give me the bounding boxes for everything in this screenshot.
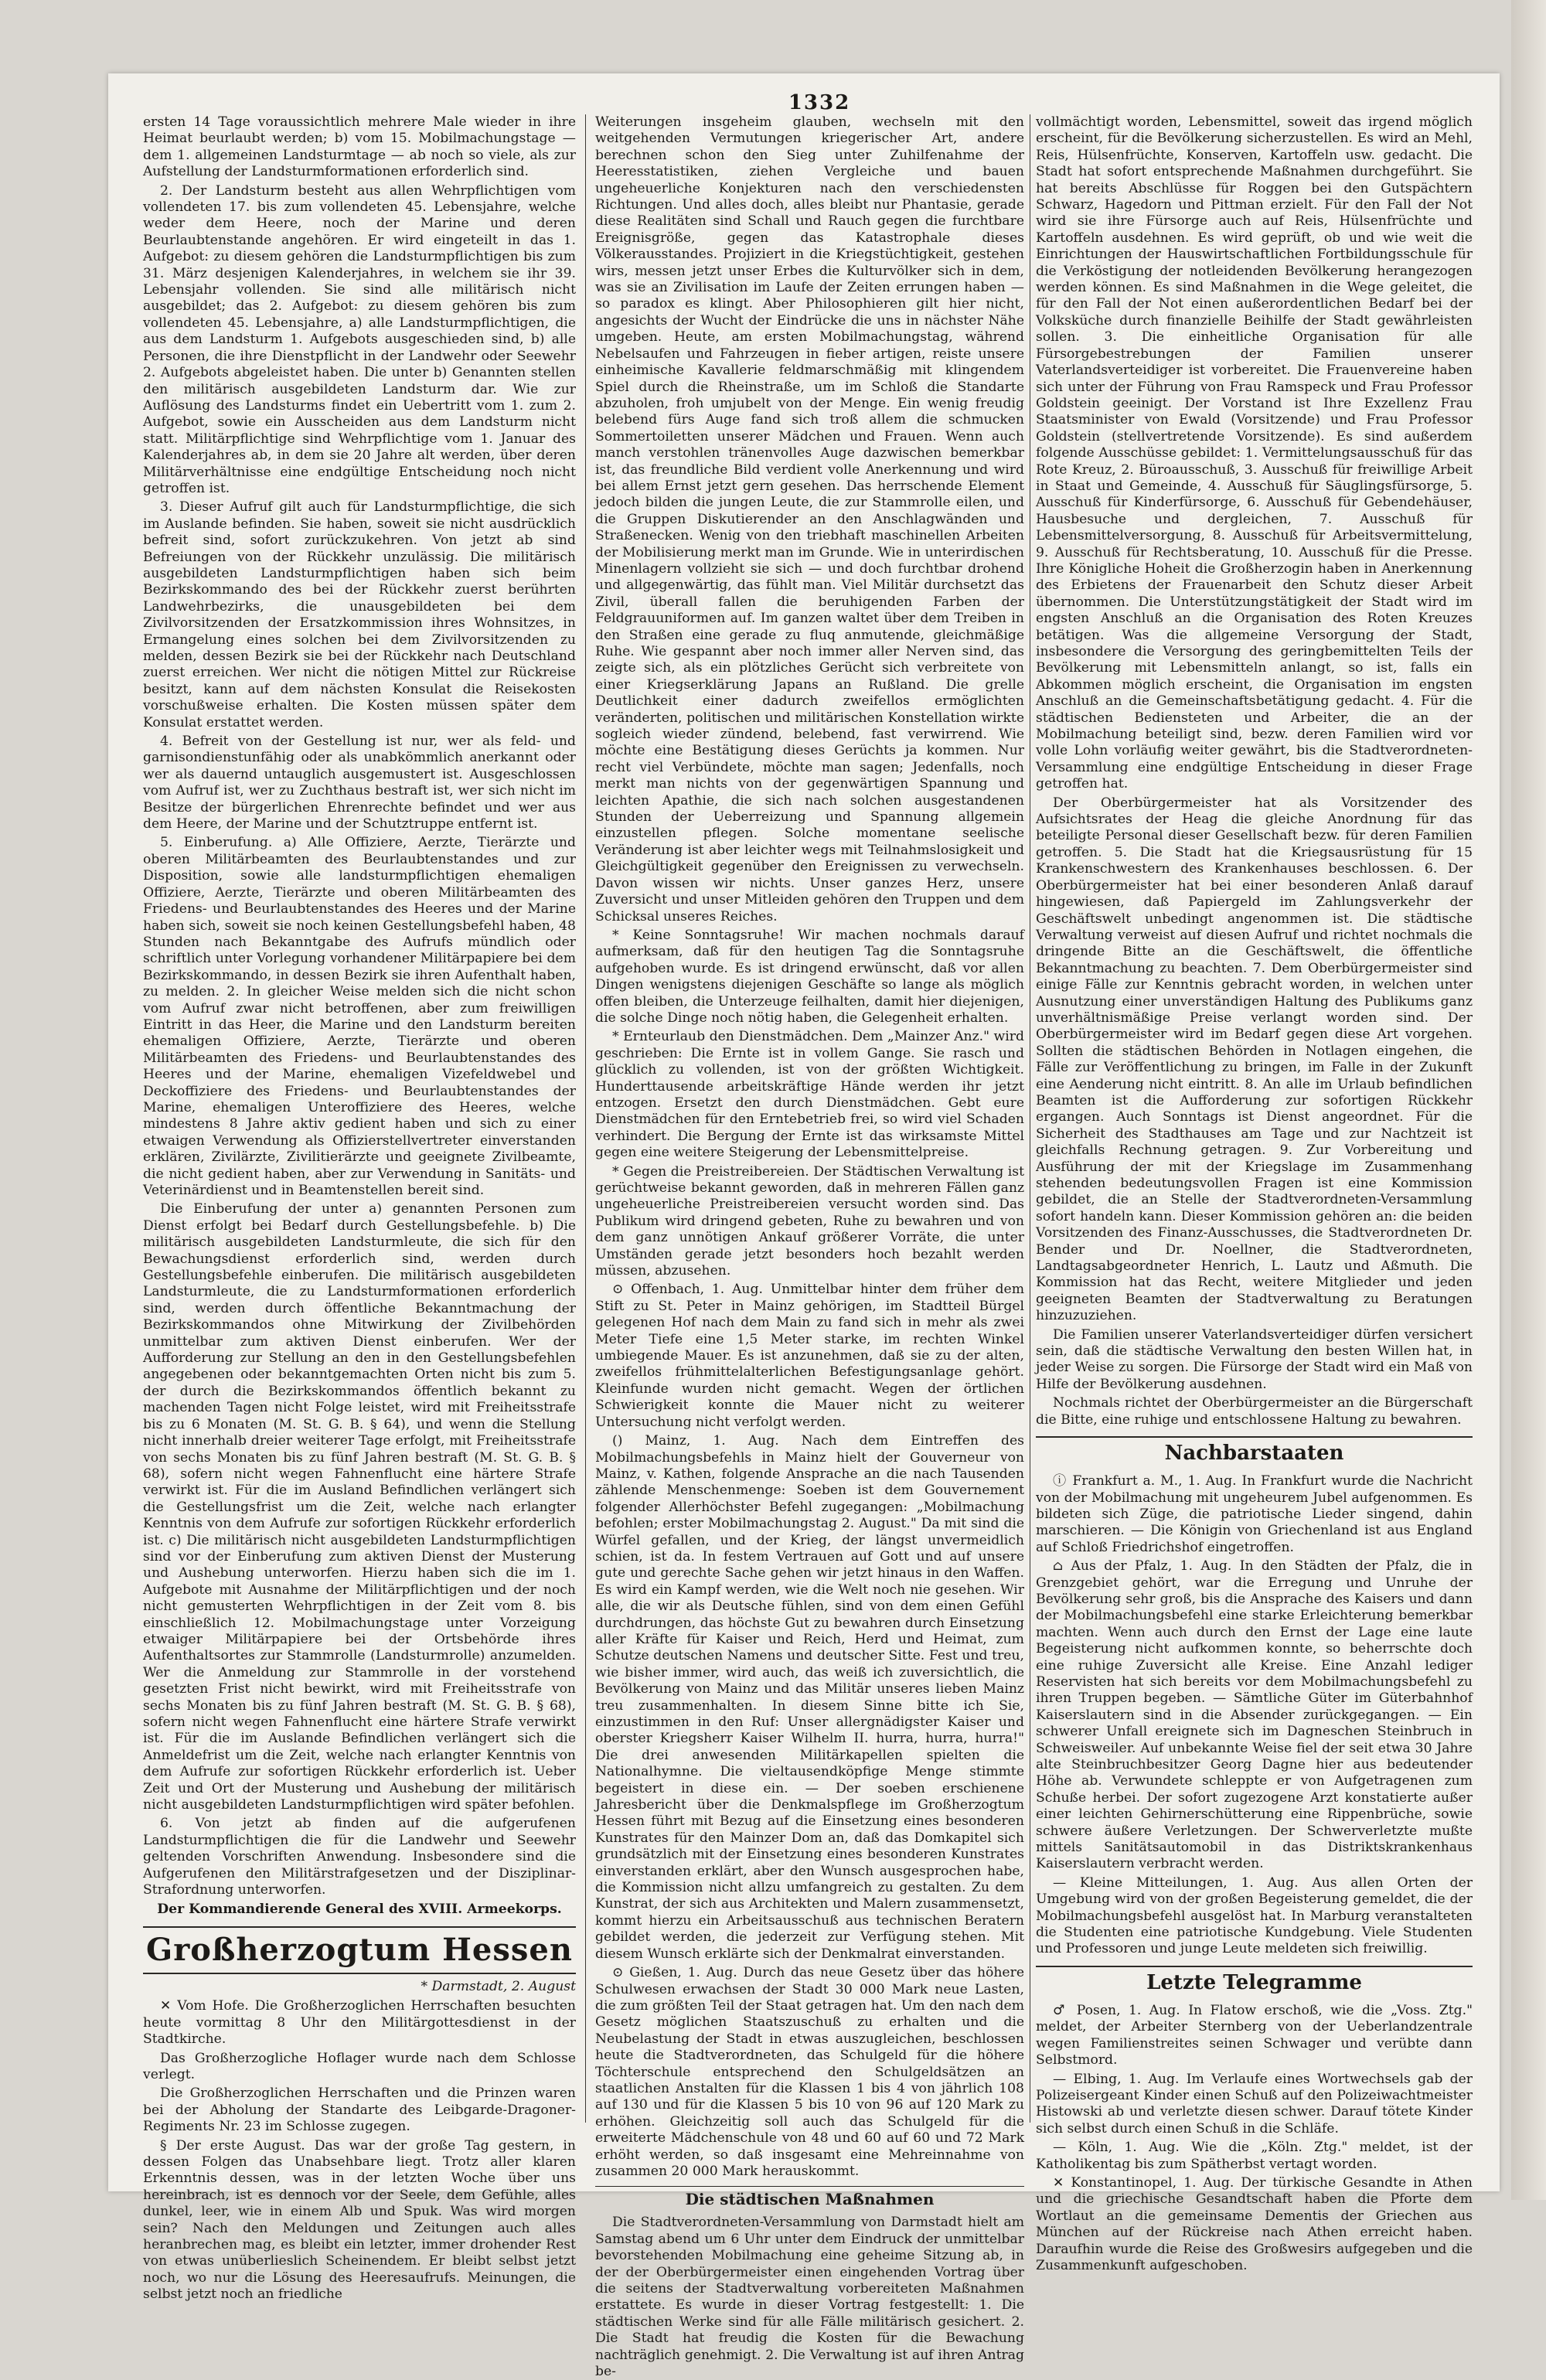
article-paragraph: ⌂ Aus der Pfalz, 1. Aug. In den Städten der Pfalz, die in Grenzgebiet gehört, war die Erregung und Unruhe der Bevölkerung sehr groß, bis die Ansprache des Kaisers und dann der Mobilmachungsbefehl eine starke Erleichterung bemerkbar machten. Wenn auch durch den Ernst der Lage eine laute Begeisterung nicht aufkommen konnte, so beherrschte doch eine ruhige Zuversicht alle Kreise. Eine Anzahl lediger Reservisten hat sich bereits vor dem Mobilmachungsbefehl zu ihren Truppen begeben. — Sämtliche Güter im Güterbahnhof Kaiserslautern sind in die Absender zurückgegangen. — Ein schwerer Unfall ereignete sich im Dagneschen Steinbruch in Schweisweiler. Auf unbekannte Weise fiel der seit etwa 30 Jahre alte Steinbruchbesitzer Georg Dagne hier aus bedeutender Höhe ab. Verwundete schleppte er von Aufgetragenen zum Schuße herbei. Der sofort zugezogene Arzt konstatierte außer einer leichten Gehirnerschütterung eine Rippenbrüche, sowie schwere äußere Verletzungen. Der Schwerverletzte mußte mittels Sanitätsautomobil in das Distriktskrankenhaus Kaiserslautern verbracht werden. [1036, 1558, 1473, 1872]
article-paragraph: ersten 14 Tage voraussichtlich mehrere Male wieder in ihre Heimat beurlaubt werden; b) vom 15. Mobilmachungstage — dem 1. allgemeinen Landsturmtage — ab noch so viele, als zur Aufstellung der Landsturmformationen erforderlich sind. [143, 114, 576, 180]
article-paragraph: ⊙ Gießen, 1. Aug. Durch das neue Gesetz über das höhere Schulwesen erwachsen der Stadt 30 000 Mark neue Lasten, die zum größten Teil der Staat getragen hat. Um den nach dem Gesetz möglichen Staatszuschuß zu erhalten und die Neubelastung der Stadt in etwas auszugleichen, beschlossen heute die Stadtverordneten, das Schulgeld für die höhere Töchterschule entsprechend den Schulgeldsätzen an staatlichen Anstalten für die Klassen 1 bis 4 von jährlich 108 auf 130 und für die Klassen 5 bis 10 von 96 auf 120 Mark zu erhöhen. Gleichzeitig soll auch das Schulgeld für die erweiterte Mädchenschule von 48 und 60 auf 60 und 72 Mark erhöht werden, so daß insgesamt eine Mehreinnahme von zusammen 20 000 Mark herauskommt. [595, 1965, 1024, 2179]
page-edge [1511, 0, 1546, 2200]
article-paragraph: 6. Von jetzt ab finden auf die aufgerufenen Landsturmpflichtigen die für die Landwehr und Seewehr geltenden Vorschriften Anwendung. Insbesondere sind die Aufgerufenen den Militärstrafgesetzen und der Disziplinar-Strafordnung unterworfen. [143, 1816, 576, 1898]
article-paragraph: ⓘ Frankfurt a. M., 1. Aug. In Frankfurt wurde die Nachricht von der Mobilmachung mit ungeheurem Jubel aufgenommen. Es bildeten sich Züge, die patriotische Lieder singend, dahin marschieren. — Die Königin von Griechenland ist aus England auf Schloß Friedrichshof eingetroffen. [1036, 1473, 1473, 1555]
article-paragraph: Das Großherzogliche Hoflager wurde nach dem Schlosse verlegt. [143, 2050, 576, 2082]
column-3 [1036, 114, 1473, 2273]
article-paragraph: 4. Befreit von der Gestellung ist nur, wer als feld- und garnisondienstunfähig oder als unabkömmlich anerkannt oder wer als dauernd untauglich ausgemustert ist. Ausgeschlossen vom Aufruf ist, wer zu Zuchthaus bestraft ist, wer sich nicht im Besitze der bürgerlichen Ehrenrechte befindet und wer aus dem Heere, der Marine und der Schutztruppe entfernt ist. [143, 734, 576, 832]
article-paragraph: () Mainz, 1. Aug. Nach dem Eintreffen des Mobilmachungsbefehls in Mainz hielt der Gouverneur von Mainz, v. Kathen, folgende Ansprache an die nach Tausenden zählende Menschenmenge: Soeben ist dem Gouvernement folgender Allerhöchster Befehl zugegangen: „Mobilmachung befohlen; erster Mobilmachungstag 2. August." Da mit sind die Würfel gefallen, und der Krieg, der längst unvermeidlich schien, ist da. In festem Vertrauen auf Gott und auf unsere gute und gerechte Sache gehen wir jetzt hinaus in den Waffen. Es wird ein Kampf werden, wie die Welt noch nie gesehen. Wir alle, die wir als Deutsche fühlen, sind von dem einen Gefühl durchdrungen, das höchste Gut zu bewahren durch Einsetzung aller Kräfte für Kaiser und Reich, Herd und Heimat, zum Schutze deutschen Namens und deutscher Sitte. Fest und treu, wie bisher immer, wird auch, das weiß ich zuversichtlich, die Bevölkerung von Mainz und das Militär unseres lieben Mainz treu zusammenhalten. In diesem Sinne bitte ich Sie, einzustimmen in den Ruf: Unser allergnädigster Kaiser und oberster Kriegsherr Kaiser Wilhelm II. hurra, hurra, hurra!" Die drei anwesenden Militärkapellen spielten die Nationalhymne. Die vieltausendköpfige Menge stimmte begeistert in diese ein. — Der soeben erschienene Jahresbericht über die Denkmalspflege im Großherzogtum Hessen führt mit Bezug auf die Einsetzung eines besonderen Kunstrates für den Mainzer Dom an, daß das Domkapitel sich grundsätzlich mit der Einsetzung eines besonderen Kunstrates einverstanden erklärt, aber den Wunsch ausgesprochen habe, die Kommission nicht allzu umfangreich zu gestalten. Zu dem Kunstrat, der sich aus Architekten und Malern zusammensetzt, kommt hierzu ein Arbeitsausschuß aus technischen Beratern gebildet werden, die jederzeit zur Verfügung stehen. Mit diesem Wunsch erklärte sich der Denkmalrat einverstanden. [595, 1433, 1024, 1962]
column-2 [595, 114, 1024, 2380]
column-1 [143, 114, 576, 2303]
article-paragraph: ✕ Vom Hofe. Die Großherzoglichen Herrschaften besuchten heute vormittag 8 Uhr den Militärgottesdienst in der Stadtkirche. [143, 1998, 576, 2048]
article-paragraph: — Köln, 1. Aug. Wie die „Köln. Ztg." meldet, ist der Katholikentag bis zum Spätherbst vertagt worden. [1036, 2140, 1473, 2172]
article-paragraph: — Elbing, 1. Aug. Im Verlaufe eines Wortwechsels gab der Polizeisergeant Kinder einen Schuß auf den Polizeiwachtmeister Histowski ab und verletzte diesen schwer. Darauf tötete Kinder sich selbst durch einen Schuß in die Schläfe. [1036, 2071, 1473, 2137]
article-paragraph: Die Stadtverordneten-Versammlung von Darmstadt hielt am Samstag abend um 6 Uhr unter dem Eindruck der unmittelbar bevorstehenden Mobilmachung eine geheime Sitzung ab, in der der Oberbürgermeister einen eingehenden Vortrag über die seitens der Stadtverwaltung vorbereiteten Maßnahmen erstattete. Es wurde in dieser Vortrag festgestellt: 1. Die städtischen Werke sind für alle Fälle militärisch gesichert. 2. Die Stadt hat freudig die Kosten für die Bewachung nachträglich genehmigt. 2. Die Verwaltung ist auf ihren Antrag be- [595, 2215, 1024, 2380]
article-paragraph: Nochmals richtet der Oberbürgermeister an die Bürgerschaft die Bitte, eine ruhige und entschlossene Haltung zu bewahren. [1036, 1395, 1473, 1428]
article-paragraph: — Kleine Mitteilungen, 1. Aug. Aus allen Orten der Umgebung wird von der großen Begeisterung gemeldet, die der Mobilmachungsbefehl ausgelöst hat. In Marburg veranstalteten die Studenten eine patriotische Kundgebung. Viele Studenten und Professoren und junge Leute meldeten sich freiwillig. [1036, 1874, 1473, 1957]
signature-line: Der Kommandierende General des XVIII. Armeekorps. [157, 1902, 562, 1918]
article-paragraph: Die Einberufung der unter a) genannten Personen zum Dienst erfolgt bei Bedarf durch Gestellungsbefehle. b) Die militärisch ausgebildeten Landsturmleute, die sich für den Bewachungsdienst erforderlich sind, werden durch Gestellungsbefehle einberufen. Die militärisch ausgebildeten Landsturmleute, die zu Landsturmformationen erforderlich sind, werden durch öffentliche Bekanntmachung der Bezirkskommandos ohne Mitwirkung der Zivilbehörden unmittelbar zum aktiven Dienst einberufen. Wer der Aufforderung zur Stellung an den in den Gestellungsbefehlen angegebenen oder bekanntgemachten Orten nicht bis zum 5. der durch die Bezirkskommandos öffentlich bekannt zu machenden Tagen nicht Folge leistet, wird mit Freiheitsstrafe bis zu 6 Monaten (M. St. G. B. § 64), und wenn die Stellung nicht innerhalb dreier weiterer Tage erfolgt, mit Freiheitsstrafe von sechs Monaten bis zu fünf Jahren bestraft (M. St. G. B. § 68), sofern nicht wegen Fahnenflucht eine härtere Strafe verwirkt ist. Für die im Ausland Befindlichen verlängert sich die Gestellungsfrist um die Zeit, welche nach erlangter Kenntnis von dem Aufrufe zur sofortigen Rückkehr erforderlich ist. c) Die militärisch nicht ausgebildeten Landsturmpflichtigen sind vor der Einberufung zum aktiven Dienst der Musterung und Aushebung unterworfen. Hierzu haben sich die im 1. Aufgebote mit Ausnahme der Militärpflichtigen und der noch nicht gemusterten Wehrpflichtigen in der Zeit vom 8. bis einschließlich 12. Mobilmachungstage unter Vorzeigung etwaiger Militärpapiere bei der Ortsbehörde ihres Aufenthaltsortes zur Stammrolle (Landsturmrolle) anzumelden. Wer die Anmeldung zur Stammrolle in der vorstehend gesetzten Frist nicht bewirkt, wird mit Freiheitsstrafe von sechs Monaten bis zu fünf Jahren bestraft (M. St. G. B. § 68), sofern nicht wegen Fahnenflucht eine härtere Strafe verwirkt ist. Für die im Auslande Befindlichen verlängert sich die Anmeldefrist um die Zeit, welche nach erlangter Kenntnis von dem Aufrufe zur sofortigen Rückkehr erforderlich ist. Ueber Zeit und Ort der Musterung und Aushebung der militärisch nicht ausgebildeten Landsturmpflichtigen wird später befohlen. [143, 1201, 576, 1813]
article-paragraph: * Keine Sonntagsruhe! Wir machen nochmals darauf aufmerksam, daß für den heutigen Tag die Sonntagsruhe aufgehoben wurde. Es ist dringend erwünscht, daß vor allen Dingen wenigstens diejenigen Geschäfte so lange als möglich offen bleiben, die Unterzeuge feilhalten, damit hier diejenigen, die solche Dinge noch nötig haben, die Gelegenheit erhalten. [595, 927, 1024, 1026]
article-paragraph: ♂ Posen, 1. Aug. In Flatow erschoß, wie die „Voss. Ztg." meldet, der Arbeiter Sternberg von der Ueberlandzentrale wegen Familienstreites seinen Schwager und verübte dann Selbstmord. [1036, 2002, 1473, 2068]
article-paragraph: § Der erste August. Das war der große Tag gestern, in dessen Folgen das Unabsehbare liegt. Trotz aller klaren Erkenntnis dessen, was in der letzten Woche über uns hereinbrach, ist es dennoch vor der Seele, dem Gefühle, alles dunkel, leer, wie in einem Alb und Spuk. Was wird morgen sein? Nach den Meldungen und Zeitungen auch alles heranbrechen mag, es bleibt ein letzter, immer drohender Rest von etwas unüberlieslich Scheinendem. Er bleibt selbst jetzt noch, wo nur die Lösung des Heeresaufrufs. Meinungen, die selbst jetzt noch an friedliche [143, 2137, 576, 2303]
article-paragraph: 3. Dieser Aufruf gilt auch für Landsturmpflichtige, die sich im Auslande befinden. Sie haben, soweit sie nicht ausdrücklich befreit sind, sofort zurückzukehren. Von jetzt ab sind Befreiungen von der Rückkehr unzulässig. Die militärisch ausgebildeten Landsturmpflichtigen haben sich beim Bezirkskommando des bei der Rückkehr zuerst berührten Landwehrbezirks, die unausgebildeten bei dem Zivilvorsitzenden der Ersatzkommission ihres Wohnsitzes, in Ermangelung eines solchen bei dem Zivilvorsitzenden zu melden, dessen Bezirk sie bei der Rückkehr nach Deutschland zuerst erreichen. Wer nicht die nötigen Mittel zur Rückreise besitzt, kann auf dem nächsten Konsulat die Reisekosten vorschußweise erhalten. Die Kosten müssen später dem Konsulat erstattet werden. [143, 499, 576, 730]
section-heading-nachbarstaaten: Nachbarstaaten [1036, 1436, 1473, 1469]
dateline: * Darmstadt, 2. August [421, 1978, 576, 1994]
article-paragraph: Die Familien unserer Vaterlandsverteidiger dürfen versichert sein, daß die städtische Verwaltung den besten Willen hat, in jeder Weise zu sorgen. Die Fürsorge der Stadt wird ein Maß von Hilfe der Bevölkerung ausdehnen. [1036, 1326, 1473, 1392]
article-paragraph: Der Oberbürgermeister hat als Vorsitzender des Aufsichtsrates der Heag die gleiche Anordnung für das beteiligte Personal dieser Gesellschaft bezw. für deren Familien getroffen. 5. Die Stadt hat die Kriegsausrüstung für 15 Krankenschwestern des Krankenhauses beschlossen. 6. Der Oberbürgermeister hat bei einer besonderen Anlaß darauf hingewiesen, daß Papiergeld im Zahlungsverkehr der Geschäftswelt unbedingt angenommen ist. Die städtische Verwaltung verweist auf diesen Aufruf und richtet nochmals die dringende Bitte an die Geschäftswelt, die öffentliche Bekanntmachung zu beachten. 7. Dem Oberbürgermeister sind einige Fälle zur Kenntnis gebracht worden, in welchen unter Ausnutzung einer unverständigen Haltung des Publikums ganz unverhältnismäßige Preise verlangt worden sind. Der Oberbürgermeister wird im Bedarf gegen diese Art vorgehen. Sollten die städtischen Behörden in Notlagen eingehen, die Fälle zur Veröffentlichung zu bringen, im Falle in der Zukunft eine Aenderung nicht eintritt. 8. An alle im Urlaub befindlichen Beamten ist die Aufforderung zur sofortigen Rückkehr ergangen. Auch Sonntags ist Dienst angeordnet. Für die Sicherheit des Stadthauses am Tage und zur Nachtzeit ist gleichfalls Rechnung getragen. 9. Zur Vorbereitung und Ausführung der mit der Kriegslage im Zusammenhang stehenden bedeutungsvollen Fragen ist eine Kommission gebildet, die an Stelle der Stadtverordneten-Versammlung sofort handeln kann. Dieser Kommission gehören an: die beiden Vorsitzenden des Finanz-Ausschusses, die Stadtverordneten Dr. Bender und Dr. Noellner, die Stadtverordneten, Landtagsabgeordneter Henrich, L. Lautz und Aßmuth. Die Kommission hat das Recht, weitere Mitglieder und jeden geeigneten Beamten der Stadtverwaltung zu Beratungen hinzuzuziehen. [1036, 795, 1473, 1324]
section-heading-telegramme: Letzte Telegramme [1036, 1966, 1473, 1998]
article-paragraph: Die Großherzoglichen Herrschaften und die Prinzen waren bei der Abholung der Standarte des Leibgarde-Dragoner-Regiments Nr. 23 im Schlosse zugegen. [143, 2085, 576, 2135]
article-paragraph: 5. Einberufung. a) Alle Offiziere, Aerzte, Tierärzte und oberen Militärbeamten des Beurlaubtenstandes und zur Disposition, sowie alle landsturmpflichtigen ehemaligen Offiziere, Aerzte, Tierärzte und oberen Militärbeamten des Friedens- und Beurlaubtenstandes des Heeres und der Marine haben sich, soweit sie noch keinen Gestellungsbefehl haben, 48 Stunden nach Bekanntgabe des Aufrufs mündlich oder schriftlich unter Vorlegung vorhandener Militärpapiere bei dem Bezirkskommando, in dessen Bezirk sie ihren Aufenthalt haben, zu melden. 2. In gleicher Weise melden sich die nicht schon vom Aufruf zwar nicht betroffenen, aber zum freiwilligen Eintritt in das Heer, die Marine und den Landsturm bereiten ehemaligen Offiziere, Aerzte, Tierärzte und oberen Militärbeamten des Friedens- und Beurlaubtenstandes des Heeres und der Marine, ehemaligen Vizefeldwebel und Deckoffiziere des Friedens- und Beurlaubtenstandes der Marine, ehemaligen Unteroffiziere des Heeres, welche mindestens 8 Jahre aktiv gedient haben und sich zu einer etwaigen Verwendung als Offizierstellvertreter einverstanden erklären, Zivilärzte, Zivilitierärzte und geeignete Zivilbeamte, die nicht gedient haben, aber zur Verwendung in Sanitäts- und Veterinärdienst und in Beamtenstellen bereit sind. [143, 835, 576, 1198]
column-rule-1 [585, 114, 586, 2123]
article-paragraph: ⊙ Offenbach, 1. Aug. Unmittelbar hinter dem früher dem Stift zu St. Peter in Mainz gehörigen, im Stadtteil Bürgel gelegenen Hof nach dem Main zu fand sich in mehr als zwei Meter Tiefe eine 1,5 Meter starke, im rechten Winkel umbiegende Mauer. Es ist anzunehmen, daß sie zu der alten, zweifellos frühmittelalterlichen Befestigungsanlage gehört. Kleinfunde wurden nicht gemacht. Wegen der örtlichen Schwierigkeit konnte die Mauer nicht zu weiterer Untersuchung nicht verfolgt werden. [595, 1282, 1024, 1430]
article-paragraph: * Ernteurlaub den Dienstmädchen. Dem „Mainzer Anz." wird geschrieben: Die Ernte ist in vollem Gange. Sie rasch und glücklich zu vollenden, ist von der größten Wichtigkeit. Hunderttausende arbeitskräftige Hände werden ihr jetzt entzogen. Ersetzt den durch Dienstmädchen. Gebt eure Dienstmädchen für den Erntebetrieb frei, so wird viel Schaden verhindert. Die Bergung der Ernte ist das wirksamste Mittel gegen eine weitere Steigerung der Lebensmittelpreise. [595, 1029, 1024, 1161]
article-paragraph: * Gegen die Preistreibereien. Der Städtischen Verwaltung ist gerüchtweise bekannt geworden, daß in mehreren Fällen ganz ungeheuerliche Preistreibereien versucht worden sind. Das Publikum wird dringend gebeten, Ruhe zu bewahren und von dem ganz unnötigen Ankauf größerer Vorräte, die unter Umständen gerade jetzt besonders hoch bezahlt werden müssen, abzusehen. [595, 1163, 1024, 1279]
section-heading-massnahmen: Die städtischen Maßnahmen [595, 2186, 1024, 2211]
article-paragraph: Weiterungen insgeheim glauben, wechseln mit den weitgehenden Vermutungen kriegerischer Art, andere berechnen schon den Sieg unter Zuhilfenahme der Heeresstatistiken, ziehen Vergleiche und bauen ungeheuerliche Konjekturen nach den verschiedensten Richtungen. Und alles doch, alles bleibt nur Phantasie, gerade diese Realitäten sind Schall und Rauch gegen die furchtbare Ereignisgröße, gegen das Katastrophale dieses Völkerausstandes. Projiziert in die Kriegstüchtigkeit, gestehen wirs, messen jetzt unser Erbes die Kulturvölker sich in dem, was sie an Zivilisation im Laufe der Zeiten errungen haben — so paradox es klingt. Aber Philosophieren gilt hier nicht, angesichts der Wucht der Eindrücke die uns in nächster Nähe umgeben. Heute, am ersten Mobilmachungstag, während Nebelsaufen und Fahrzeugen in fieber artigen, reiste unsere einheimische Kavallerie feldmarschmäßig mit klingendem Spiel durch die Rheinstraße, um im Schloß die Standarte abzuholen, froh umjubelt von der Menge. Ein wenig freudig belebend fürs Auge fand sich troß allem die schmucken Sommertoiletten unserer Mädchen und Frauen. Wenn auch manch verstohlen tränenvolles Auge dazwischen bemerkbar ist, das freundliche Bild verdient volle Anerkennung und wird bei allem Ernst jetzt gern gesehen. Das herrschende Element jedoch bilden die jungen Leute, die zur Stammrolle eilen, und die Gruppen Diskutierender an den Anschlagwänden und Straßenecken. Wenig von den triebhaft maschinellen Arbeiten der Mobilisierung merkt man im Grunde. Wie in unterirdischen Minenlagern vollzieht sie sich — und doch furchtbar drohend und allgegenwärtig, das fühlt man. Viel Militär durchsetzt das Zivil, überall fallen die beruhigenden Farben der Feldgrauuniformen auf. Im ganzen waltet über dem Treiben in den Straßen eine gerade zu fluq anmutende, gleichmäßige Ruhe. Wie gespannt aber noch immer aller Nerven sind, das zeigte sich, als ein plötzliches Gerücht sich verbreitete von einer Kriegserklärung Japans an Rußland. Die grelle Deutlichkeit einer dadurch zweifellos ermöglichten veränderten, politischen und militärischen Konstellation wirkte sogleich wieder zündend, belebend, fast verwirrend. Wie möchte eine Bestätigung dieses Gerüchts ja kommen. Nur recht viel Verbündete, möchte man sagen; Jedenfalls, noch merkt man nichts von der gegenwärtigen Spannung und leichten Apathie, die sich nach solchen ausgestandenen Stunden der Ueberreizung und Spannung allgemein einzustellen pflegen. Solche momentane seelische Veränderung ist aber leichter wegs mit Teilnahmslosigkeit und Gleichgültigkeit gegenüber den Ereignissen zu verwechseln. Davon wissen wir nichts. Unser ganzes Herz, unsere Zuversicht und unser Mitleiden gehören den Truppen und dem Schicksal unseres Reiches. [595, 114, 1024, 924]
article-paragraph: vollmächtigt worden, Lebensmittel, soweit das irgend möglich erscheint, für die Bevölkerung sicherzustellen. Es wird an Mehl, Reis, Hülsenfrüchte, Konserven, Kartoffeln usw. gedacht. Die Stadt hat sofort entsprechende Maßnahmen durchgeführt. Sie hat bereits Abschlüsse für Roggen bei den Gutspächtern Schwarz, Hagedorn und Pittman erzielt. Für den Fall der Not wird sie ihre Fürsorge auch auf Reis, Hülsenfrüchte und Kartoffeln ausdehnen. Es wird geprüft, ob und wie weit die Einrichtungen der Hauswirtschaftlichen Fortbildungsschule für die Verköstigung der notleidenden Bevölkerung herangezogen werden können. Es sind Maßnahmen in die Wege geleitet, die für den Fall der Not einen außerordentlichen Bedarf bei der Volksküche durch finanzielle Beihilfe der Stadt gewährleisten sollen. 3. Die einheitliche Organisation für alle Fürsorgebestrebungen der Familien unserer Vaterlandsverteidiger ist vorbereitet. Die Frauenvereine haben sich unter der Führung von Frau Ramspeck und Frau Professor Goldstein geeinigt. Der Vorstand ist Ihre Exzellenz Frau Staatsminister von Ewald (Vorsitzende) und Frau Professor Goldstein (stellvertretende Vorsitzende). Es sind außerdem folgende Ausschüsse gebildet: 1. Vermittelungsausschuß für das Rote Kreuz, 2. Büroausschuß, 3. Ausschuß für freiwillige Arbeit in Staat und Gemeinde, 4. Ausschuß für Säuglingsfürsorge, 5. Ausschuß für Kinderfürsorge, 6. Ausschuß für Gebendehäuser, Hausbesuche und dergleichen, 7. Ausschuß für Lebensmittelversorgung, 8. Ausschuß für Arbeitsvermittelung, 9. Ausschuß für Rechtsberatung, 10. Ausschuß für die Presse. Ihre Königliche Hoheit die Großherzogin haben in Anerkennung des Erbietens der Frauenarbeit den Schutz dieser Arbeit übernommen. Die Unterstützungstätigkeit der Stadt wird im engsten Anschluß an die Organisation des Roten Kreuzes betätigen. Was die allgemeine Versorgung der Stadt, insbesondere die Versorgung des geringbemittelten Teils der Bevölkerung mit Lebensmitteln anlangt, so ist, falls ein Abkommen möglich erscheint, die Organisation im engsten Anschluß an die Gemeinschaftsbetätigung gedacht. 4. Für die städtischen Bediensteten und Arbeiter, die an der Mobilmachung beteiligt sind, bezw. deren Familien wird vor volle Lohn vorläufig weiter gewährt, bis die Stadtverordneten-Versammlung eine endgültige Entscheidung in dieser Frage getroffen hat. [1036, 114, 1473, 792]
section-heading-hessen: Großherzogtum Hessen [143, 1926, 576, 1974]
page-number: 1332 [788, 91, 851, 114]
article-paragraph: ✕ Konstantinopel, 1. Aug. Der türkische Gesandte in Athen und die griechische Gesandtschaft haben die Pforte dem Wortlaut an die gemeinsame Dementis der Griechen aus München auf der Rückreise nach Athen erreicht haben. Daraufhin wurde die Reise des Großwesirs aufgegeben und die Zusammenkunft aufgeschoben. [1036, 2174, 1473, 2273]
article-paragraph: 2. Der Landsturm besteht aus allen Wehrpflichtigen vom vollendeten 17. bis zum vollendeten 45. Lebensjahre, welche weder dem Heere, noch der Marine und deren Beurlaubtenstande angehören. Er wird eingeteilt in das 1. Aufgebot: zu diesem gehören die Landsturmpflichtigen bis zum 31. März desjenigen Kalenderjahres, in welchem sie ihr 39. Lebensjahr vollenden. Sie sind alle militärisch nicht ausgebildet; das 2. Aufgebot: zu diesem gehören bis zum vollendeten 45. Lebensjahre, a) alle Landsturmpflichtigen, die aus dem Landsturm 1. Aufgebots ausgeschieden sind, b) alle Personen, die ihre Dienstpflicht in der Landwehr oder Seewehr 2. Aufgebots abgeleistet haben. Die unter b) Genannten stellen den militärisch ausgebildeten Landsturm dar. Wie zur Auflösung des Landsturms findet ein Uebertritt vom 1. zum 2. Aufgebot, sowie ein Ausscheiden aus dem Landsturm nicht statt. Militärpflichtige sind Wehrpflichtige vom 1. Januar des Kalenderjahres ab, in dem sie 20 Jahre alt werden, über deren Militärverhältnisse eine endgültige Entscheidung noch nicht getroffen ist. [143, 182, 576, 496]
